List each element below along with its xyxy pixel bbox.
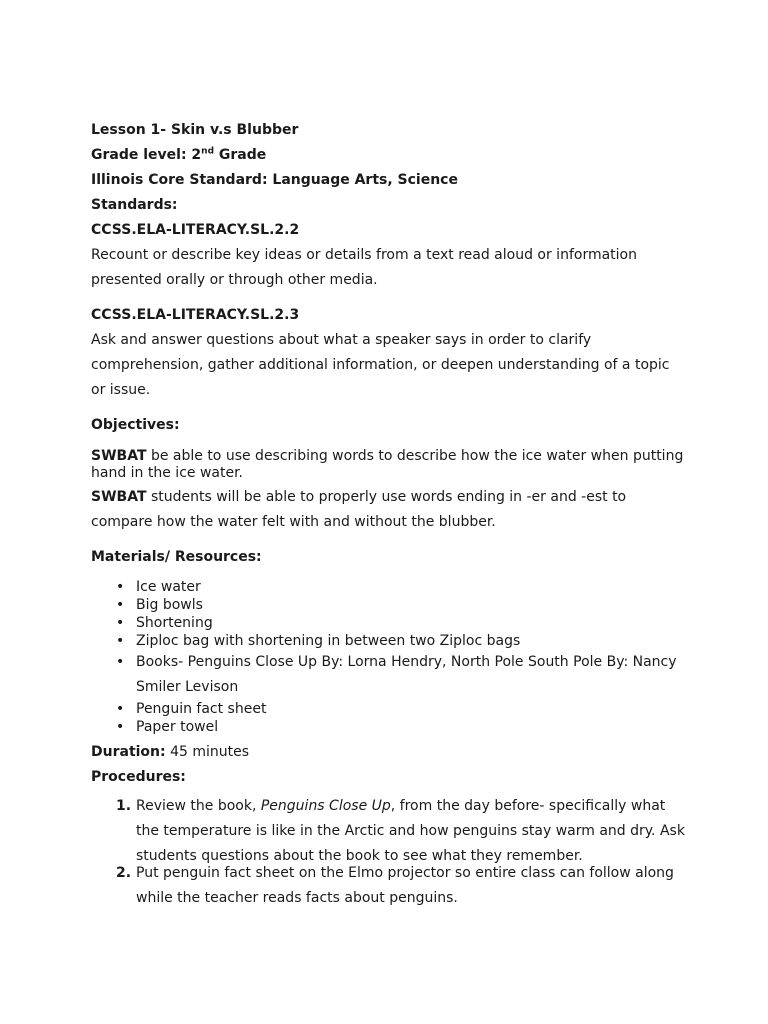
lesson-title: Lesson 1- Skin v.s Blubber (91, 122, 299, 138)
procedures-heading: Procedures: (91, 769, 186, 785)
standard-code: CCSS.ELA-LITERACY.SL.2.3 (91, 307, 300, 323)
materials-list (91, 578, 691, 736)
procedure-item: 1. Review the book, Penguins Close Up, from the day before- specifically what the temperature is like in the Arctic and how penguins stay warm and dry. Ask students questions about the book to see what they remember. (116, 798, 685, 864)
grade-superscript: nd (201, 146, 215, 157)
duration: Duration: 45 minutes (91, 744, 250, 760)
standard-description: Ask and answer questions about what a speaker says in order to clarify comprehension, gather additional information, or deepen understanding of a topic or issue. (91, 332, 670, 398)
core-standard: Illinois Core Standard: Language Arts, Science (91, 172, 458, 188)
list-item: • Ice water (116, 579, 201, 595)
bullet-icon: • (116, 719, 125, 735)
bullet-icon: • (116, 654, 125, 670)
standards-heading: Standards: (91, 197, 178, 213)
grade-level: Grade level: 2nd Grade (91, 146, 267, 163)
list-item: • Penguin fact sheet (116, 701, 267, 717)
procedures-list (91, 794, 691, 911)
bullet-icon: • (116, 633, 125, 649)
standard-description: Recount or describe key ideas or details from a text read aloud or information presented orally or through other media. (91, 247, 637, 288)
procedure-item: 2. Put penguin fact sheet on the Elmo projector so entire class can follow along while the teacher reads facts about penguins. (116, 865, 674, 906)
list-item: • Ziploc bag with shortening in between two Ziploc bags (116, 633, 521, 649)
bullet-icon: • (116, 597, 125, 613)
standard-code: CCSS.ELA-LITERACY.SL.2.2 (91, 222, 300, 238)
bullet-icon: • (116, 615, 125, 631)
list-item: • Books- Penguins Close Up By: Lorna Hendry, North Pole South Pole By: Nancy Smiler Levison (91, 650, 691, 700)
book-title: Penguins Close Up (260, 798, 391, 814)
list-item: • Big bowls (116, 597, 203, 613)
objectives-heading: Objectives: (91, 417, 180, 433)
list-item: • Paper towel (116, 719, 219, 735)
objective-item: SWBAT students will be able to properly use words ending in -er and -est to compare how the water felt with and without the blubber. (91, 489, 627, 530)
list-item: • Shortening (116, 615, 213, 631)
bullet-icon: • (116, 579, 125, 595)
lesson-plan-page (91, 118, 691, 911)
objective-item: SWBAT be able to use describing words to describe how the ice water when putting hand in the ice water. (91, 448, 684, 481)
materials-heading: Materials/ Resources: (91, 549, 262, 565)
bullet-icon: • (116, 701, 125, 717)
